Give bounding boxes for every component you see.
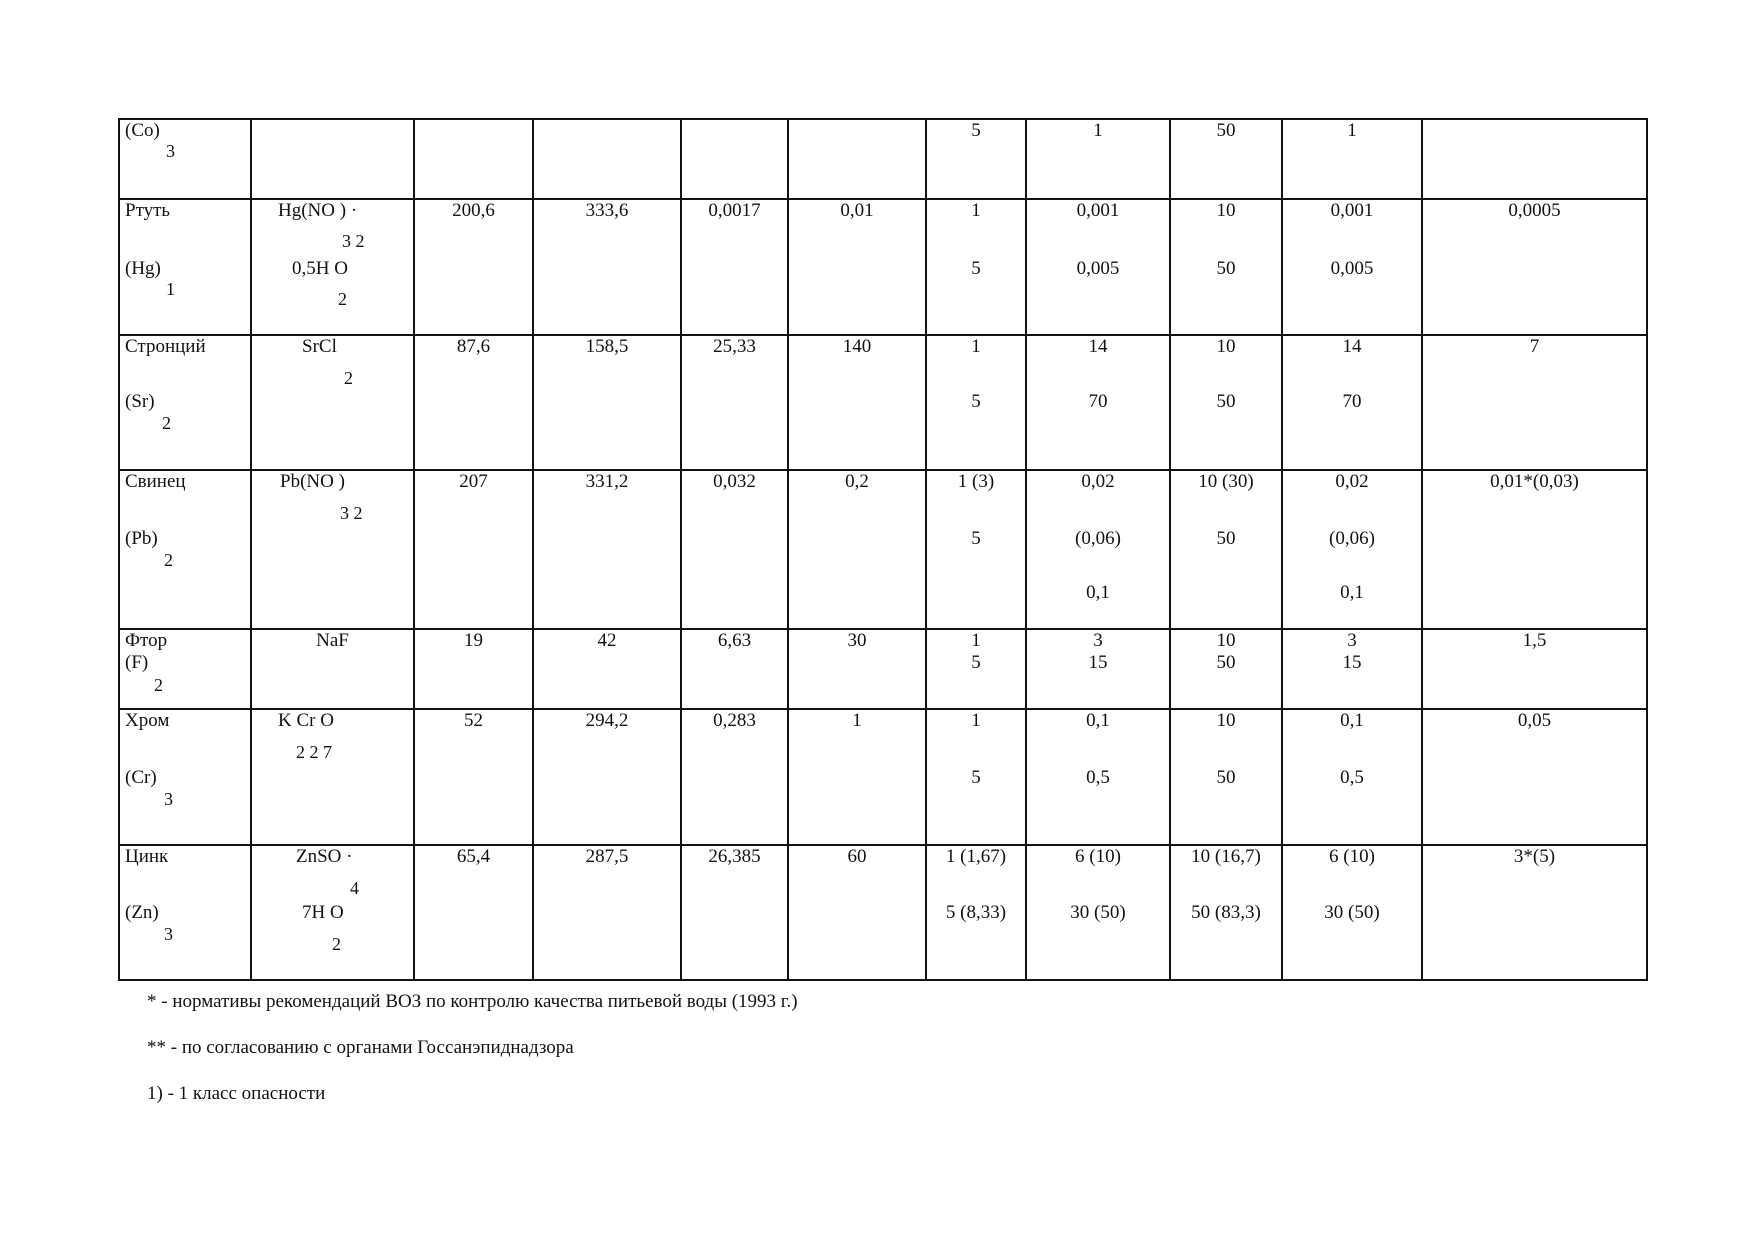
value-cell (788, 629, 926, 709)
cell-text: SrCl (302, 336, 337, 357)
value-cell (788, 199, 926, 335)
subscript-text: 3 2 (342, 231, 365, 251)
cell-text: 0,1 (1340, 582, 1364, 603)
subscript-text: 1 (166, 279, 175, 299)
value-cell (1282, 845, 1422, 980)
cell-text: 207 (459, 471, 488, 492)
subscript-text: 4 (350, 878, 359, 898)
cell-text: 1 (971, 200, 981, 221)
cell-text: 26,385 (708, 846, 761, 867)
cell-text: 50 (1216, 652, 1236, 673)
value-cell (926, 119, 1026, 199)
value-cell (1026, 119, 1170, 199)
cell-text: 15 (1088, 652, 1108, 673)
cell-text: 1 (971, 630, 981, 651)
subscript-text: 2 (344, 368, 353, 388)
cell-text: Свинец (125, 471, 186, 492)
value-cell (533, 199, 681, 335)
value-cell (414, 335, 533, 470)
formula-cell (251, 199, 414, 335)
value-cell (1422, 845, 1647, 980)
cell-text: 200,6 (452, 200, 495, 221)
cell-text: ZnSO · (296, 846, 353, 867)
table-row (119, 335, 1647, 470)
value-cell (926, 629, 1026, 709)
cell-text: 1 (3) (957, 471, 995, 492)
formula-cell (251, 709, 414, 845)
cell-text: (Zn) (125, 902, 159, 923)
subscript-text: 2 (154, 675, 163, 695)
cell-text: 7H O (302, 902, 344, 923)
element-name-cell (119, 119, 251, 199)
value-cell (414, 199, 533, 335)
value-cell (788, 845, 926, 980)
cell-text: (Co) (125, 120, 160, 141)
cell-text: (0,06) (1329, 528, 1375, 549)
cell-text: 70 (1088, 391, 1108, 412)
cell-text: 30 (847, 630, 867, 651)
value-cell (1026, 335, 1170, 470)
cell-text: 0,1 (1086, 710, 1110, 731)
cell-text: 52 (464, 710, 483, 731)
cell-text: 3 (1093, 630, 1103, 651)
value-cell (1422, 629, 1647, 709)
cell-text: 333,6 (585, 200, 629, 221)
cell-text: 5 (971, 120, 981, 141)
subscript-text: 2 (332, 934, 341, 954)
cell-text: 0,1 (1086, 582, 1110, 603)
value-cell (533, 119, 681, 199)
formula-cell (251, 335, 414, 470)
cell-text: 0,0017 (708, 200, 761, 221)
cell-text: 5 (971, 767, 981, 788)
cell-text: 60 (847, 846, 867, 867)
element-name-cell (119, 629, 251, 709)
table-row (119, 629, 1647, 709)
cell-text: 65,4 (456, 846, 491, 867)
cell-text: 0,1 (1340, 710, 1364, 731)
cell-text: 6,63 (717, 630, 752, 651)
element-name-cell (119, 470, 251, 629)
value-cell (533, 335, 681, 470)
table-row (119, 119, 1647, 199)
cell-text: 158,5 (585, 336, 629, 357)
cell-text: Ртуть (125, 200, 171, 221)
value-cell (1282, 470, 1422, 629)
value-cell (788, 709, 926, 845)
cell-text: 6 (10) (1329, 846, 1375, 867)
cell-text: 0,05 (1517, 710, 1552, 731)
value-cell (926, 199, 1026, 335)
value-cell (1282, 335, 1422, 470)
cell-text: 50 (1216, 391, 1236, 412)
value-cell (533, 845, 681, 980)
cell-text: 0,02 (1335, 471, 1369, 492)
cell-text: 5 (971, 652, 981, 673)
cell-text: (Pb) (125, 528, 158, 549)
cell-text: 10 (30) (1198, 471, 1254, 492)
value-cell (1282, 199, 1422, 335)
value-cell (414, 709, 533, 845)
value-cell (681, 119, 788, 199)
subscript-text: 2 (338, 289, 347, 309)
table-row (119, 199, 1647, 335)
cell-text: 6 (10) (1075, 846, 1121, 867)
element-name-cell (119, 199, 251, 335)
cell-text: 0,283 (713, 710, 756, 731)
value-cell (788, 470, 926, 629)
value-cell (788, 119, 926, 199)
cell-text: 0,032 (713, 471, 756, 492)
cell-text: 1 (852, 710, 862, 731)
cell-text: 5 (971, 258, 981, 279)
value-cell (414, 119, 533, 199)
table-row (119, 709, 1647, 845)
cell-text: 1 (971, 710, 981, 731)
value-cell (681, 470, 788, 629)
footnote-who: * - нормативы рекомендаций ВОЗ по контролю качества питьевой воды (1993 г.) (147, 991, 798, 1012)
cell-text: Стронций (125, 336, 206, 357)
cell-text: K Cr O (278, 710, 334, 731)
value-cell (1422, 335, 1647, 470)
cell-text: 10 (1216, 710, 1236, 731)
table-row (119, 845, 1647, 980)
value-cell (414, 845, 533, 980)
cell-text: 10 (1216, 200, 1236, 221)
formula-cell (251, 470, 414, 629)
cell-text: 3 (1347, 630, 1357, 651)
value-cell (681, 335, 788, 470)
cell-text: (0,06) (1075, 528, 1121, 549)
cell-text: 294,2 (585, 710, 629, 731)
value-cell (1026, 470, 1170, 629)
cell-text: 15 (1342, 652, 1362, 673)
cell-text: 0,5H O (292, 258, 348, 279)
cell-text: 19 (464, 630, 483, 651)
cell-text: 42 (597, 630, 617, 651)
cell-text: 10 (1216, 630, 1236, 651)
value-cell (1026, 709, 1170, 845)
formula-cell (251, 845, 414, 980)
value-cell (681, 629, 788, 709)
cell-text: 14 (1088, 336, 1108, 357)
footnote-gossanepidnadzor: ** - по согласованию с органами Госсанэпиднадзора (147, 1037, 574, 1058)
element-name-cell (119, 709, 251, 845)
value-cell (681, 199, 788, 335)
cell-text: 10 (1216, 336, 1236, 357)
cell-text: 0,005 (1076, 258, 1120, 279)
cell-text: 50 (1216, 528, 1236, 549)
value-cell (1282, 709, 1422, 845)
value-cell (1026, 845, 1170, 980)
value-cell (1170, 709, 1282, 845)
subscript-text: 3 (164, 789, 173, 809)
cell-text: 50 (1216, 767, 1236, 788)
cell-text: 0,02 (1081, 471, 1115, 492)
cell-text: (F) (125, 652, 149, 673)
value-cell (1422, 709, 1647, 845)
value-cell (414, 470, 533, 629)
cell-text: 0,01 (840, 200, 874, 221)
cell-text: 87,6 (456, 336, 491, 357)
value-cell (1170, 119, 1282, 199)
element-name-cell (119, 335, 251, 470)
value-cell (1170, 629, 1282, 709)
value-cell (1282, 119, 1422, 199)
cell-text: 1,5 (1522, 630, 1547, 651)
element-name-cell (119, 845, 251, 980)
cell-text: 50 (83,3) (1191, 902, 1261, 923)
cell-text: 331,2 (585, 471, 629, 492)
cell-text: Цинк (125, 846, 169, 867)
cell-text: 70 (1342, 391, 1362, 412)
subscript-text: 3 2 (340, 503, 363, 523)
value-cell (533, 629, 681, 709)
value-cell (1170, 335, 1282, 470)
value-cell (681, 845, 788, 980)
cell-text: 50 (1216, 120, 1236, 141)
cell-text: 0,2 (845, 471, 869, 492)
cell-text: 1 (971, 336, 981, 357)
cell-text: 140 (842, 336, 872, 357)
value-cell (681, 709, 788, 845)
subscript-text: 2 2 7 (296, 742, 332, 762)
value-cell (533, 709, 681, 845)
value-cell (1170, 470, 1282, 629)
cell-text: 0,001 (1076, 200, 1120, 221)
cell-text: 5 (971, 528, 981, 549)
subscript-text: 2 (162, 413, 171, 433)
value-cell (1422, 470, 1647, 629)
formula-cell (251, 629, 414, 709)
cell-text: 25,33 (713, 336, 756, 357)
cell-text: 50 (1216, 258, 1236, 279)
subscript-text: 3 (166, 141, 175, 161)
value-cell (926, 709, 1026, 845)
value-cell (926, 845, 1026, 980)
value-cell (926, 335, 1026, 470)
cell-text: 1 (1347, 120, 1357, 141)
cell-text: 0,001 (1330, 200, 1374, 221)
cell-text: 10 (16,7) (1191, 846, 1261, 867)
cell-text: 1 (1,67) (945, 846, 1007, 867)
cell-text: 3*(5) (1513, 846, 1556, 867)
cell-text: NaF (316, 630, 349, 651)
cell-text: (Hg) (125, 258, 161, 279)
cell-text: (Sr) (125, 391, 155, 412)
cell-text: (Cr) (125, 767, 157, 788)
value-cell (1026, 199, 1170, 335)
footnote-hazard-class: 1) - 1 класс опасности (147, 1083, 326, 1104)
cell-text: 0,005 (1330, 258, 1374, 279)
value-cell (1170, 199, 1282, 335)
value-cell (1282, 629, 1422, 709)
cell-text: 30 (50) (1070, 902, 1126, 923)
cell-text: 287,5 (585, 846, 629, 867)
formula-cell (251, 119, 414, 199)
cell-text: 7 (1529, 336, 1540, 357)
cell-text: Хром (125, 710, 170, 731)
cell-text: 30 (50) (1324, 902, 1380, 923)
value-cell (1422, 119, 1647, 199)
subscript-text: 3 (164, 924, 173, 944)
standards-table (118, 118, 1648, 981)
cell-text: Фтор (125, 630, 168, 651)
cell-text: 0,0005 (1508, 200, 1561, 221)
cell-text: 5 (971, 391, 981, 412)
cell-text: Pb(NO ) (280, 471, 345, 492)
value-cell (414, 629, 533, 709)
value-cell (926, 470, 1026, 629)
cell-text: 0,5 (1340, 767, 1364, 788)
value-cell (1026, 629, 1170, 709)
cell-text: 1 (1093, 120, 1103, 141)
subscript-text: 2 (164, 550, 173, 570)
value-cell (1422, 199, 1647, 335)
cell-text: Hg(NO ) · (278, 200, 358, 221)
table-row (119, 470, 1647, 629)
cell-text: 0,5 (1086, 767, 1110, 788)
cell-text: 5 (8,33) (945, 902, 1007, 923)
value-cell (788, 335, 926, 470)
value-cell (1170, 845, 1282, 980)
cell-text: 0,01*(0,03) (1490, 471, 1579, 492)
cell-text: 14 (1342, 336, 1362, 357)
value-cell (533, 470, 681, 629)
